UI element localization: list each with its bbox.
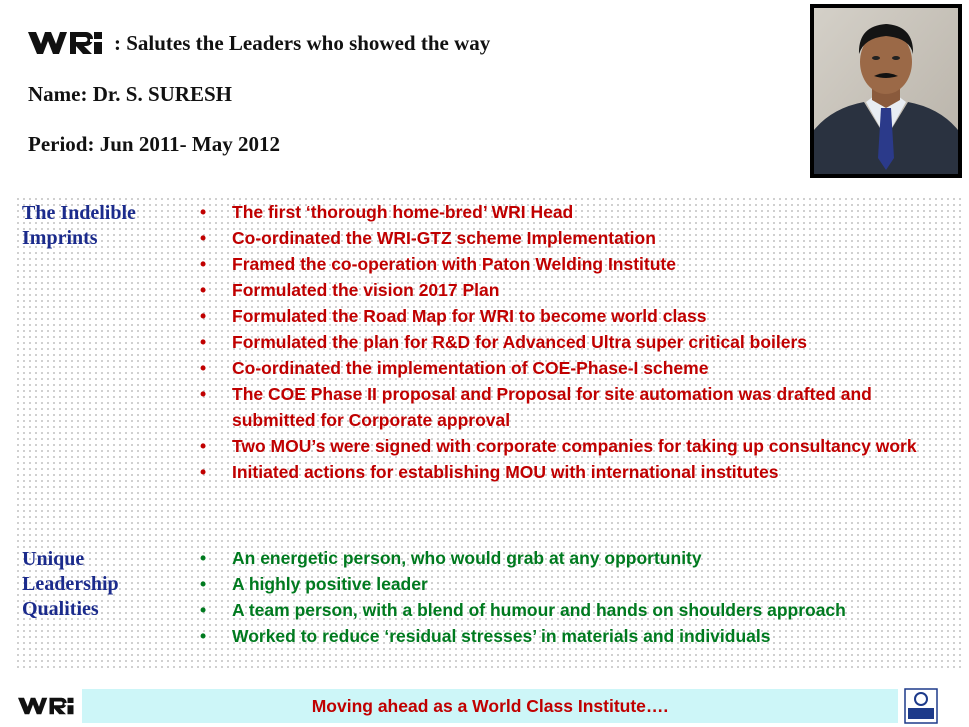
- tenure-period: Period: Jun 2011- May 2012: [28, 132, 280, 156]
- list-item: • Two MOU’s were signed with corporate companies for taking up consultancy work: [200, 436, 917, 456]
- page-title: : Salutes the Leaders who showed the way: [114, 30, 491, 55]
- list-item: • The COE Phase II proposal and Proposal for site automation was drafted and submitted for Corporate approval: [200, 384, 872, 430]
- footer: [0, 688, 969, 727]
- list-item: • Worked to reduce ‘residual stresses’ in materials and individuals: [200, 626, 771, 646]
- list-item: • The first ‘thorough home-bred’ WRI Head: [200, 202, 574, 222]
- list-item: • A highly positive leader: [200, 574, 428, 594]
- header-title-row: [28, 28, 490, 58]
- section-title-leadership-qualities: Unique Leadership Qualities: [22, 548, 119, 620]
- footer-tagline: Moving ahead as a World Class Institute….: [311, 696, 669, 716]
- list-item: • Framed the co-operation with Paton Welding Institute: [200, 254, 676, 274]
- list-item: • Formulated the vision 2017 Plan: [200, 280, 500, 300]
- imprints-list: [200, 199, 940, 485]
- person-name: Name: Dr. S. SURESH: [28, 82, 232, 106]
- list-item: • Formulated the plan for R&D for Advanced Ultra super critical boilers: [200, 332, 808, 352]
- section-title-indelible-imprints: The Indelible Imprints: [22, 202, 136, 249]
- portrait-photo: [814, 8, 958, 174]
- list-item: • A team person, with a blend of humour and hands on shoulders approach: [200, 600, 846, 620]
- list-item: • Co-ordinated the implementation of COE-Phase-I scheme: [200, 358, 709, 378]
- footer-wri-logo-icon: [18, 696, 78, 716]
- portrait-frame: [810, 4, 962, 178]
- list-item: • Co-ordinated the WRI-GTZ scheme Implementation: [200, 228, 656, 248]
- list-item: • Formulated the Road Map for WRI to become world class: [200, 306, 707, 326]
- list-item: • Initiated actions for establishing MOU with international institutes: [200, 462, 779, 482]
- list-item: • An energetic person, who would grab at any opportunity: [200, 548, 702, 568]
- wri-logo-icon: [28, 30, 108, 56]
- qualities-list: [200, 545, 940, 649]
- bhel-logo-icon: [904, 688, 938, 724]
